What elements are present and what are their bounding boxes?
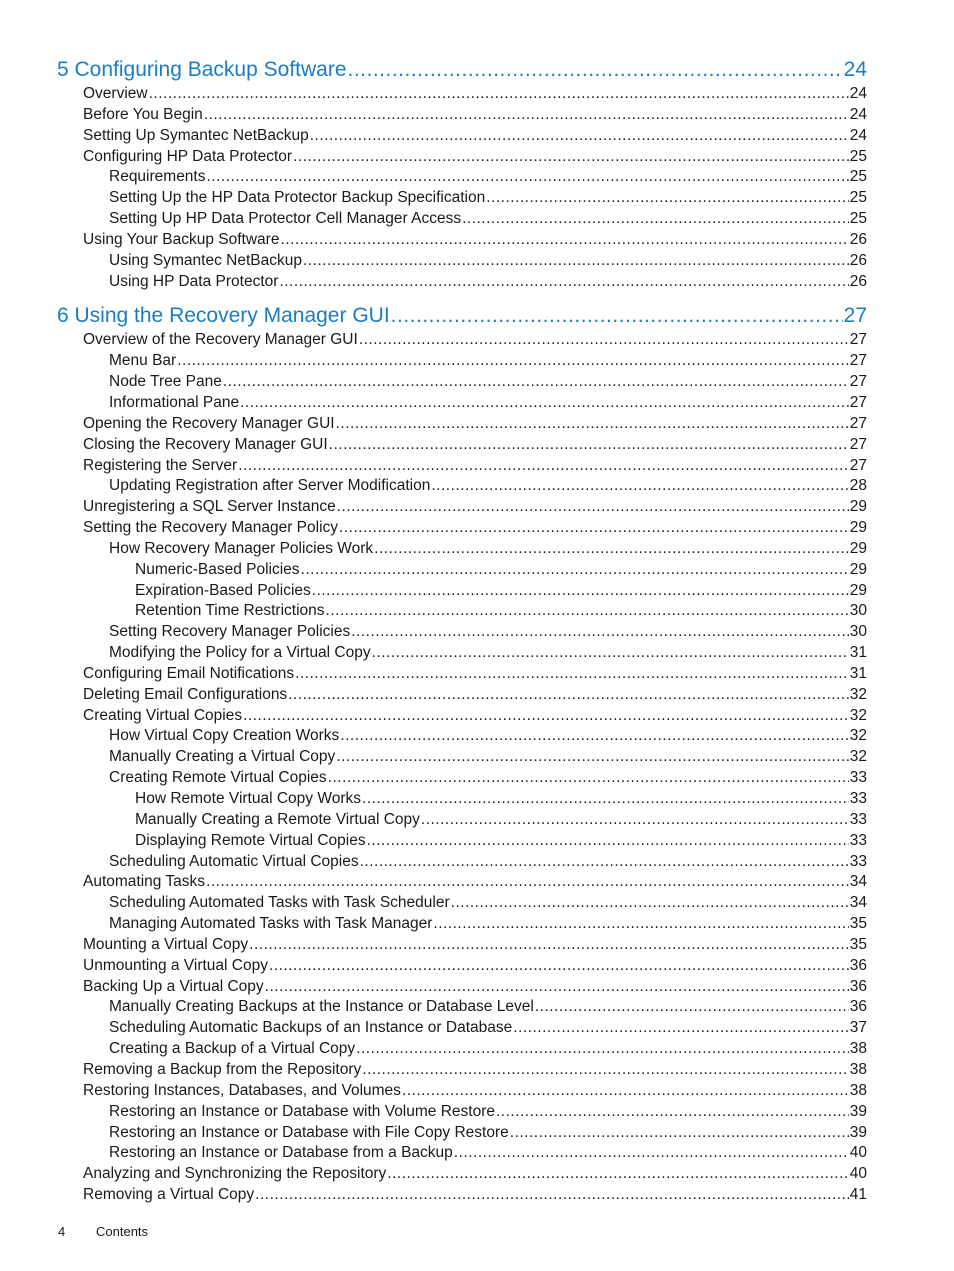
toc-entry-title: Setting Up Symantec NetBackup (83, 126, 309, 144)
toc-entry-title: Opening the Recovery Manager GUI (83, 414, 335, 432)
dot-leader (356, 1039, 849, 1060)
dot-leader (496, 1102, 849, 1123)
toc-entry[interactable] (57, 1102, 867, 1123)
dot-leader (486, 188, 849, 209)
toc-entry-page: 33 (849, 769, 867, 787)
dot-leader (177, 351, 849, 372)
toc-entry[interactable] (57, 539, 867, 560)
toc-entry-title: Overview (83, 85, 148, 102)
dot-leader (206, 872, 849, 893)
toc-entry-page: 24 (849, 105, 867, 123)
toc-entry[interactable] (57, 209, 867, 230)
toc-entry-title: How Virtual Copy Creation Works (109, 727, 340, 745)
footer-page-number: 4 (58, 1224, 66, 1239)
toc-entry-title: Scheduling Automatic Backups of an Instance or Database (109, 1019, 513, 1037)
toc-entry-title: Setting Recovery Manager Policies (109, 623, 351, 641)
toc-entry-title: Analyzing and Synchronizing the Repository (83, 1165, 387, 1183)
toc-entry-page: 30 (849, 623, 867, 641)
toc-entry-title: Creating Virtual Copies (83, 706, 243, 724)
dot-leader (513, 1018, 849, 1039)
toc-entry-page: 29 (849, 498, 867, 516)
toc-entry[interactable] (57, 476, 867, 497)
toc-entry[interactable] (57, 685, 867, 706)
toc-entry-title: Manually Creating a Remote Virtual Copy (135, 810, 420, 828)
toc-entry-title: Restoring an Instance or Database with Volume Restore (109, 1102, 495, 1120)
dot-leader (288, 685, 849, 706)
toc-entry-title: Unregistering a SQL Server Instance (83, 498, 336, 516)
toc-entry[interactable] (57, 977, 867, 998)
dot-leader (279, 272, 848, 293)
toc-entry-page: 29 (849, 560, 867, 578)
dot-leader (243, 706, 849, 727)
toc-entry[interactable] (57, 581, 867, 602)
dot-leader (293, 147, 849, 168)
dot-leader (362, 789, 849, 810)
toc-entry-page: 27 (849, 352, 867, 370)
dot-leader (340, 726, 848, 747)
toc-entry-title: Registering the Server (83, 456, 238, 474)
toc-entry-page: 38 (849, 1081, 867, 1099)
toc-entry[interactable] (57, 456, 867, 477)
dot-leader (207, 167, 849, 188)
dot-leader (328, 768, 849, 789)
toc-entry-page: 27 (849, 456, 867, 474)
toc-entry-title: Creating Remote Virtual Copies (109, 769, 327, 787)
dot-leader (421, 810, 849, 831)
toc-entry[interactable] (57, 1081, 867, 1102)
toc-entry-title: Before You Begin (83, 105, 203, 123)
toc-entry-page: 39 (849, 1123, 867, 1141)
toc-entry[interactable] (57, 167, 867, 188)
toc-entry[interactable] (57, 351, 867, 372)
toc-entry-title: Creating a Backup of a Virtual Copy (109, 1040, 356, 1058)
toc-chapter-entry[interactable] (57, 55, 867, 84)
toc-entry-title: Unmounting a Virtual Copy (83, 956, 268, 974)
toc-entry-title: Manually Creating Backups at the Instance or Database Level (109, 998, 534, 1016)
toc-entry-page: 36 (849, 977, 867, 995)
toc-entry-page: 39 (849, 1102, 867, 1120)
toc-entry-page: 36 (849, 998, 867, 1016)
toc-entry[interactable] (57, 1185, 867, 1206)
toc-entry-title: Mounting a Virtual Copy (83, 935, 249, 953)
toc-entry-page: 35 (849, 935, 867, 953)
toc-entry-title: Managing Automated Tasks with Task Manager (109, 915, 433, 933)
toc-entry[interactable] (57, 105, 867, 126)
toc-entry[interactable] (57, 272, 867, 293)
dot-leader (204, 105, 849, 126)
toc-entry-page: 32 (849, 685, 867, 703)
toc-entry-title: Menu Bar (109, 352, 177, 370)
dot-leader (374, 539, 849, 560)
toc-entry-title: How Recovery Manager Policies Work (109, 539, 374, 557)
toc-entry-title: Retention Time Restrictions (135, 602, 325, 620)
toc-entry[interactable] (57, 810, 867, 831)
toc-entry-title: Informational Pane (109, 393, 240, 411)
toc-entry[interactable] (57, 893, 867, 914)
toc-entry-page: 24 (849, 85, 867, 102)
toc-entry[interactable] (57, 126, 867, 147)
toc-entry-page: 34 (849, 894, 867, 912)
toc-entry-page: 29 (849, 581, 867, 599)
toc-entry-page: 35 (849, 915, 867, 933)
dot-leader (336, 414, 849, 435)
toc-chapter-entry[interactable] (57, 301, 867, 330)
dot-leader (431, 476, 848, 497)
toc-entry[interactable] (57, 435, 867, 456)
toc-entry-title: Node Tree Pane (109, 373, 222, 391)
toc-entry-title: Setting the Recovery Manager Policy (83, 519, 339, 537)
toc-entry[interactable] (57, 914, 867, 935)
toc-entry[interactable] (57, 393, 867, 414)
toc-entry-title: How Remote Virtual Copy Works (135, 790, 361, 807)
toc-entry[interactable] (57, 601, 867, 622)
toc-entry[interactable] (57, 414, 867, 435)
toc-entry[interactable] (57, 1018, 867, 1039)
toc-entry-page: 27 (849, 414, 867, 432)
toc-entry-page: 38 (849, 1040, 867, 1058)
toc-entry[interactable] (57, 230, 867, 251)
toc-entry-page: 32 (849, 706, 867, 724)
dot-leader (433, 914, 848, 935)
toc-entry-title: 6 Using the Recovery Manager GUI (57, 304, 390, 328)
toc-entry-page: 26 (849, 272, 867, 290)
toc-entry-title: Configuring HP Data Protector (83, 147, 293, 165)
toc-entry-page: 34 (849, 873, 867, 891)
toc-entry-page: 38 (849, 1060, 867, 1078)
table-of-contents (57, 55, 867, 1206)
toc-entry[interactable] (57, 560, 867, 581)
dot-leader (329, 435, 849, 456)
toc-entry-page: 41 (849, 1186, 867, 1204)
toc-entry-title: Deleting Email Configurations (83, 685, 288, 703)
dot-leader (240, 393, 849, 414)
page-footer (58, 1224, 148, 1239)
toc-entry-title: Restoring Instances, Databases, and Volumes (83, 1081, 401, 1099)
dot-leader (265, 977, 849, 998)
toc-entry[interactable] (57, 1164, 867, 1185)
dot-leader (454, 1143, 849, 1164)
toc-entry-page: 25 (849, 147, 867, 165)
toc-entry-page: 24 (849, 126, 867, 144)
toc-entry[interactable] (57, 747, 867, 768)
dot-leader (301, 560, 849, 581)
dot-leader (360, 852, 849, 873)
dot-leader (372, 643, 849, 664)
toc-entry[interactable] (57, 872, 867, 893)
toc-entry-title: Numeric-Based Policies (135, 560, 300, 578)
dot-leader (223, 372, 849, 393)
toc-entry-page: 40 (849, 1144, 867, 1162)
dot-leader (280, 230, 848, 251)
toc-entry-page: 31 (849, 664, 867, 682)
dot-leader (387, 1164, 848, 1185)
toc-entry-title: Expiration-Based Policies (135, 581, 311, 599)
toc-entry[interactable] (57, 497, 867, 518)
toc-entry-page: 27 (849, 435, 867, 453)
toc-entry[interactable] (57, 622, 867, 643)
dot-leader (337, 497, 849, 518)
dot-leader (336, 747, 848, 768)
toc-entry[interactable] (57, 372, 867, 393)
toc-entry-page: 25 (849, 210, 867, 228)
toc-entry-title: Closing the Recovery Manager GUI (83, 435, 328, 453)
toc-entry-page: 26 (849, 230, 867, 248)
toc-entry[interactable] (57, 643, 867, 664)
toc-entry-page: 37 (849, 1019, 867, 1037)
toc-entry-page: 27 (849, 393, 867, 411)
dot-leader (269, 956, 849, 977)
toc-entry[interactable] (57, 664, 867, 685)
toc-entry-title: Modifying the Policy for a Virtual Copy (109, 644, 371, 662)
toc-entry[interactable] (57, 997, 867, 1018)
dot-leader (312, 581, 849, 602)
toc-entry[interactable] (57, 726, 867, 747)
toc-entry[interactable] (57, 188, 867, 209)
toc-entry-title: Restoring an Instance or Database from a Backup (109, 1144, 453, 1162)
toc-entry-page: 31 (849, 644, 867, 662)
toc-entry-title: Setting Up HP Data Protector Cell Manager Access (109, 210, 462, 228)
toc-entry-page: 33 (849, 810, 867, 828)
toc-entry-title: Displaying Remote Virtual Copies (135, 831, 366, 849)
dot-leader (310, 126, 849, 147)
dot-leader (255, 1185, 849, 1206)
toc-entry[interactable] (57, 1123, 867, 1144)
dot-leader (462, 209, 849, 230)
dot-leader (249, 935, 849, 956)
toc-entry-title: Scheduling Automatic Virtual Copies (109, 852, 359, 870)
toc-entry[interactable] (57, 1060, 867, 1081)
toc-entry-page: 29 (849, 539, 867, 557)
toc-entry[interactable] (57, 789, 867, 810)
toc-entry[interactable] (57, 956, 867, 977)
toc-entry-page: 40 (849, 1165, 867, 1183)
toc-entry[interactable] (57, 330, 867, 351)
toc-entry-title: Updating Registration after Server Modification (109, 477, 431, 495)
toc-entry-page: 33 (849, 790, 867, 807)
toc-entry-page: 25 (849, 189, 867, 207)
toc-entry-title: Backing Up a Virtual Copy (83, 977, 264, 995)
toc-entry-page: 32 (849, 748, 867, 766)
dot-leader (402, 1081, 849, 1102)
toc-entry[interactable] (57, 768, 867, 789)
toc-entry[interactable] (57, 147, 867, 168)
toc-entry-page: 30 (849, 602, 867, 620)
dot-leader (351, 622, 849, 643)
toc-entry-page: 27 (849, 373, 867, 391)
toc-entry-title: Removing a Virtual Copy (83, 1186, 255, 1204)
toc-entry-page: 33 (849, 831, 867, 849)
toc-entry[interactable] (57, 1039, 867, 1060)
toc-entry-page: 25 (849, 168, 867, 186)
toc-entry-title: Automating Tasks (83, 873, 206, 891)
toc-entry-page: 29 (849, 519, 867, 537)
toc-entry[interactable] (57, 84, 867, 105)
toc-entry-title: Overview of the Recovery Manager GUI (83, 331, 358, 349)
toc-entry-title: Requirements (109, 168, 206, 186)
dot-leader (362, 1060, 848, 1081)
toc-entry-title: Using HP Data Protector (109, 272, 279, 290)
toc-entry[interactable] (57, 831, 867, 852)
toc-entry-title: Setting Up the HP Data Protector Backup Specification (109, 189, 486, 207)
dot-leader (339, 518, 849, 539)
dot-leader (451, 893, 849, 914)
footer-section-label: Contents (96, 1224, 149, 1239)
toc-entry[interactable] (57, 1143, 867, 1164)
dot-leader (303, 251, 849, 272)
dot-leader (295, 664, 849, 685)
dot-leader (348, 55, 843, 84)
toc-entry-title: 5 Configuring Backup Software (57, 58, 347, 81)
toc-entry-page: 33 (849, 852, 867, 870)
dot-leader (326, 601, 849, 622)
toc-entry-page: 32 (849, 727, 867, 745)
toc-entry-title: Removing a Backup from the Repository (83, 1060, 362, 1078)
dot-leader (359, 330, 849, 351)
dot-leader (367, 831, 849, 852)
toc-entry-title: Manually Creating a Virtual Copy (109, 748, 336, 766)
toc-entry-page: 27 (843, 304, 867, 328)
dot-leader (391, 301, 843, 330)
toc-entry[interactable] (57, 706, 867, 727)
toc-entry[interactable] (57, 251, 867, 272)
dot-leader (535, 997, 849, 1018)
toc-entry-page: 27 (849, 331, 867, 349)
dot-leader (149, 84, 849, 105)
dot-leader (510, 1123, 849, 1144)
toc-entry-title: Scheduling Automated Tasks with Task Scheduler (109, 894, 450, 912)
toc-entry[interactable] (57, 518, 867, 539)
toc-entry-page: 28 (849, 477, 867, 495)
toc-entry-page: 26 (849, 251, 867, 269)
toc-entry-page: 36 (849, 956, 867, 974)
toc-entry[interactable] (57, 852, 867, 873)
toc-entry-title: Configuring Email Notifications (83, 664, 295, 682)
toc-entry-title: Using Symantec NetBackup (109, 251, 302, 269)
toc-entry-title: Restoring an Instance or Database with File Copy Restore (109, 1123, 509, 1141)
dot-leader (238, 456, 849, 477)
toc-entry[interactable] (57, 935, 867, 956)
toc-entry-page: 24 (843, 58, 867, 81)
toc-entry-title: Using Your Backup Software (83, 230, 280, 248)
